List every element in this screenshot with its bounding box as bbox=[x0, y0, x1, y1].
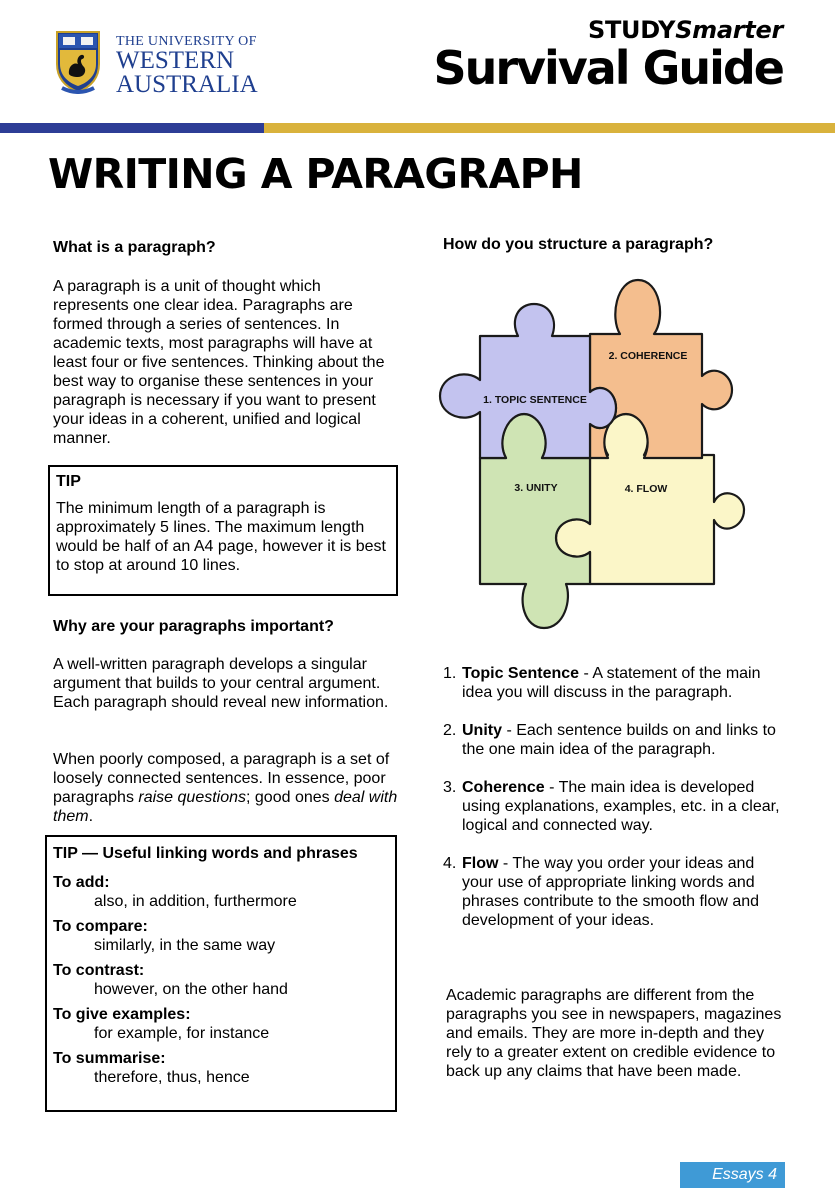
linking-group bbox=[53, 873, 389, 911]
tip-box-length bbox=[48, 465, 398, 596]
linking-words: also, in addition, furthermore bbox=[94, 893, 297, 910]
tip1-body: The minimum length of a paragraph is approximately 5 lines. The maximum length would be half of an A4 page, however it is best to stop at around 10 lines. bbox=[56, 500, 386, 574]
university-crest-icon bbox=[54, 30, 102, 94]
linking-label: To contrast: bbox=[53, 962, 145, 979]
why-paragraph-2 bbox=[53, 750, 398, 826]
linking-group bbox=[53, 1049, 389, 1087]
why-heading: Why are your paragraphs important? bbox=[53, 618, 334, 635]
what-heading: What is a paragraph? bbox=[53, 239, 216, 256]
brand-suffix: Smarter bbox=[675, 16, 783, 44]
list-number: 3. bbox=[443, 779, 457, 796]
linking-group bbox=[53, 961, 389, 999]
footer-page-tag: Essays 4 bbox=[680, 1162, 785, 1188]
why-paragraph-1: A well-written paragraph develops a singular argument that builds to your central argument. Each paragraph should reveal new information. bbox=[53, 656, 389, 711]
linking-label: To add: bbox=[53, 874, 110, 891]
brand-survival-guide: Survival Guide bbox=[433, 41, 783, 95]
list-number: 4. bbox=[443, 855, 457, 872]
list-desc: - The way you order your ideas and your use of appropriate linking words and phrases contribute to the smooth flow and development of your ideas. bbox=[462, 855, 760, 929]
study-smarter-brand bbox=[433, 16, 783, 94]
brand-prefix: STUDY bbox=[587, 16, 676, 44]
puzzle-label-topic: 1. TOPIC SENTENCE bbox=[483, 394, 587, 406]
list-number: 1. bbox=[443, 665, 457, 682]
university-name-line1: THE UNIVERSITY OF bbox=[116, 34, 257, 49]
brand-studysmarter bbox=[433, 16, 783, 44]
why-p2-text-a: When poorly composed, a paragraph is a set of loosely connected sentences. In essence, poor paragraphs bbox=[53, 751, 390, 806]
list-term: Topic Sentence bbox=[462, 665, 580, 682]
header-band-blue bbox=[0, 123, 264, 133]
university-logo bbox=[54, 30, 258, 100]
list-term: Unity bbox=[462, 722, 502, 739]
tip-box-linking-words bbox=[45, 835, 397, 1112]
linking-group bbox=[53, 917, 389, 955]
linking-words: similarly, in the same way bbox=[94, 937, 276, 954]
list-number: 2. bbox=[443, 722, 457, 739]
what-body: A paragraph is a unit of thought which represents one clear idea. Paragraphs are formed through a series of sentences. In academic texts, most paragraphs will have at least four or five sentences. Thinking about the best way to organise these sentences in your paragraph is necessary if you want to present your ideas in a coherent, unified and logical manner. bbox=[53, 278, 385, 447]
header-band-gold bbox=[264, 123, 835, 133]
list-item bbox=[443, 854, 788, 930]
tip1-heading: TIP bbox=[56, 473, 81, 490]
page-title: WRITING A PARAGRAPH bbox=[48, 150, 583, 198]
why-p2-text-b: ; good ones bbox=[246, 789, 335, 806]
list-item bbox=[443, 664, 788, 702]
why-p2-italic-2: deal with them bbox=[53, 789, 398, 825]
university-name-line2: WESTERN bbox=[116, 47, 235, 74]
puzzle-label-unity: 3. UNITY bbox=[514, 482, 558, 494]
list-desc: - Each sentence builds on and links to the one main idea of the paragraph. bbox=[462, 722, 776, 758]
university-name-line3: AUSTRALIA bbox=[116, 71, 258, 98]
puzzle-label-coherence: 2. COHERENCE bbox=[608, 350, 688, 362]
list-item bbox=[443, 778, 788, 835]
linking-words: for example, for instance bbox=[94, 1025, 270, 1042]
puzzle-diagram bbox=[432, 272, 752, 637]
list-term: Coherence bbox=[462, 779, 545, 796]
structure-list bbox=[443, 664, 788, 949]
linking-group bbox=[53, 1005, 389, 1043]
linking-words: therefore, thus, hence bbox=[94, 1069, 250, 1086]
closing-paragraph: Academic paragraphs are different from the paragraphs you see in newspapers, magazines and emails. They are more in-depth and they rely to a greater extent on credible evidence to back up any claims that have been made. bbox=[446, 987, 782, 1080]
list-item bbox=[443, 721, 788, 759]
linking-words: however, on the other hand bbox=[94, 981, 288, 998]
linking-label: To compare: bbox=[53, 918, 148, 935]
why-p2-italic-1: raise questions bbox=[138, 789, 247, 806]
puzzle-label-flow: 4. FLOW bbox=[624, 483, 668, 495]
list-desc: - A statement of the main idea you will discuss in the paragraph. bbox=[462, 665, 761, 701]
tip2-heading: TIP — Useful linking words and phrases bbox=[53, 845, 358, 862]
list-term: Flow bbox=[462, 855, 499, 872]
list-desc: - The main idea is developed using explanations, examples, etc. in a clear, logical and connected way. bbox=[462, 779, 780, 834]
linking-label: To give examples: bbox=[53, 1006, 191, 1023]
why-p2-text-c: . bbox=[88, 808, 94, 825]
how-heading: How do you structure a paragraph? bbox=[443, 236, 714, 253]
linking-label: To summarise: bbox=[53, 1050, 166, 1067]
